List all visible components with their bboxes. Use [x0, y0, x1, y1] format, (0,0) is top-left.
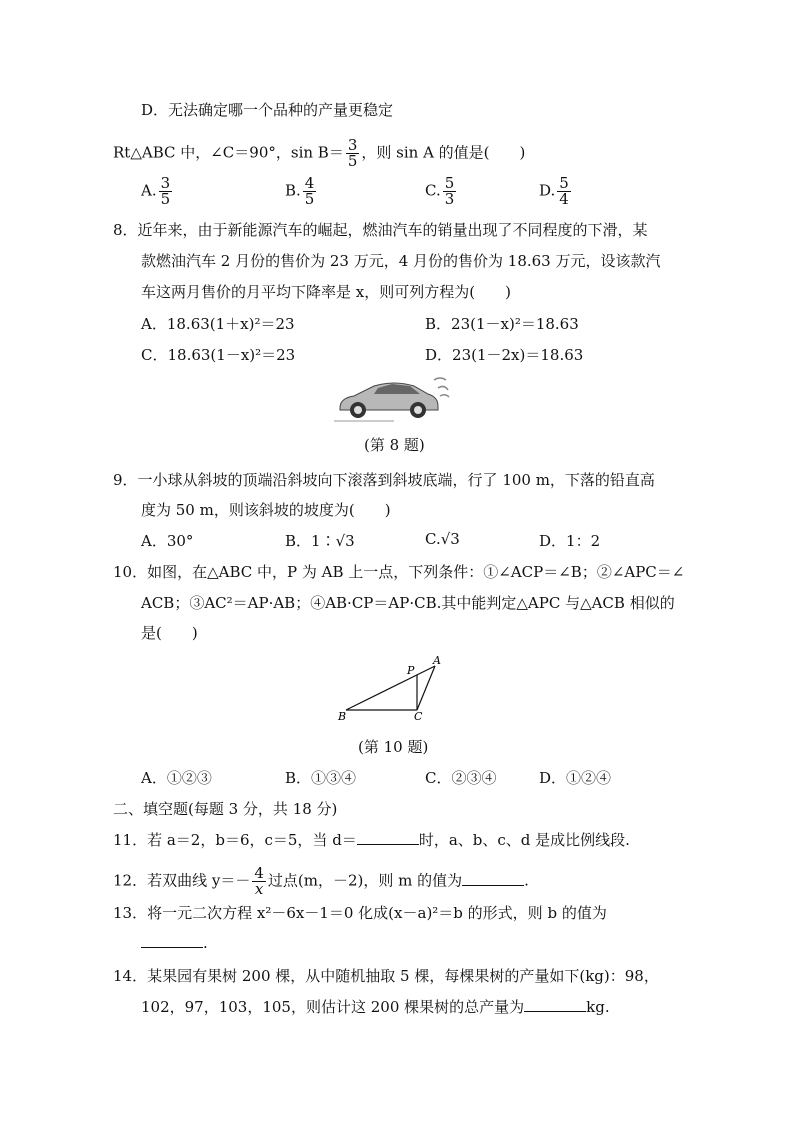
q13-line-2	[141, 933, 208, 953]
label-c: C	[414, 710, 423, 723]
q10-option-b: B．①③④	[285, 769, 357, 787]
q7-option-c-frac	[443, 176, 457, 207]
q11-text-a: 11．若 a＝2，b＝6，c＝5，当 d＝	[113, 831, 357, 849]
q7-option-d	[539, 176, 573, 207]
label-p: P	[407, 664, 415, 677]
label-a: A	[433, 654, 441, 667]
q7-c-den: 3	[444, 190, 455, 208]
q7-option-a-label: A.	[141, 181, 157, 200]
q14-answer-blank[interactable]	[524, 997, 586, 1012]
q9-option-a: A．30°	[141, 532, 194, 550]
q7-frac-den: 5	[347, 152, 358, 170]
q7-c-num: 5	[444, 174, 455, 192]
question-7	[113, 138, 525, 169]
q14-text-a: 102，97，103，105，则估计这 200 棵果树的总产量为	[141, 998, 525, 1016]
q12-answer-blank[interactable]	[462, 871, 524, 886]
segment-ca	[417, 666, 435, 710]
q7-option-a-frac	[159, 176, 173, 207]
q7-d-den: 4	[559, 190, 569, 208]
q13-line-1: 13．将一元二次方程 x²－6x－1＝0 化成(x－a)²＝b 的形式，则 b 的值为	[113, 904, 607, 922]
segment-ba	[346, 666, 435, 710]
q10-caption: (第 10 题)	[358, 738, 429, 756]
q7-a-den: 5	[160, 190, 171, 208]
q12-text-b: 过点(m，－2)，则 m 的值为	[267, 871, 463, 890]
q8-line-2: 款燃油汽车 2 月份的售价为 23 万元，4 月份的售价为 18.63 万元，设该款汽	[141, 252, 661, 270]
q13-end: .	[203, 934, 208, 952]
q8-option-c: C．18.63(1－x)²＝23	[141, 346, 296, 364]
q9-line-1: 9．一小球从斜坡的顶端沿斜坡向下滚落到斜坡底端，行了 100 m，下落的铅直高	[113, 471, 655, 489]
q8-option-b: B．23(1－x)²＝18.63	[425, 315, 579, 333]
q7-option-c-label: C.	[425, 181, 441, 200]
q10-option-c: C．②③④	[425, 769, 497, 787]
q7-option-d-label: D.	[539, 181, 556, 200]
q7-option-b-frac	[303, 176, 317, 207]
q10-triangle-diagram	[336, 652, 456, 724]
q8-option-d: D．23(1－2x)＝18.63	[425, 346, 584, 364]
q14-text-b: kg.	[586, 998, 610, 1016]
q13-answer-blank[interactable]	[141, 933, 203, 948]
q7-option-b	[285, 176, 318, 207]
q9-option-b: B．1∶√3	[285, 532, 355, 550]
q7-option-c	[425, 176, 458, 207]
q7-a-num: 3	[160, 174, 171, 192]
q7-option-a	[141, 176, 174, 207]
q8-line-3: 车这两月售价的月平均下降率是 x，则可列方程为( )	[141, 283, 511, 301]
q6-option-d: D．无法确定哪一个品种的产量更稳定	[141, 101, 394, 119]
q9-line-2: 度为 50 m，则该斜坡的坡度为( )	[141, 501, 391, 519]
q10-line-2: ACB；③AC²＝AP·AB；④AB·CP＝AP·CB.其中能判定△APC 与△ACB 相似的	[141, 594, 675, 612]
q9-option-d: D．1：2	[539, 532, 601, 550]
q11-text-b: 时，a、b、c、d 是成比例线段.	[418, 831, 630, 849]
q14-line-2	[141, 997, 610, 1017]
question-12	[113, 866, 529, 897]
q8-line-1: 8．近年来，由于新能源汽车的崛起，燃油汽车的销量出现了不同程度的下滑，某	[113, 221, 648, 239]
q7-fraction	[346, 138, 360, 169]
q12-fraction	[252, 866, 266, 897]
section-2-heading: 二、填空题(每题 3 分，共 18 分)	[113, 800, 338, 818]
q7-frac-num: 3	[347, 136, 358, 154]
q10-option-d: D．①②④	[539, 769, 612, 787]
q10-option-a: A．①②③	[141, 769, 212, 787]
q7-option-b-label: B.	[285, 181, 301, 200]
q7-stem-b: ，则 sin A 的值是( )	[361, 143, 526, 162]
q7-b-num: 4	[304, 174, 315, 192]
q12-frac-num: 4	[254, 864, 264, 882]
q12-text-a: 12．若双曲线 y＝－	[113, 871, 251, 890]
q7-stem-a: Rt△ABC 中，∠C＝90°，sin B＝	[113, 143, 344, 162]
car-illustration	[334, 372, 454, 424]
q14-line-1: 14．某果园有果树 200 棵，从中随机抽取 5 棵，每棵果树的产量如下(kg)：98，	[113, 967, 659, 985]
q11-answer-blank[interactable]	[357, 830, 419, 845]
label-b: B	[338, 710, 347, 723]
q7-option-d-frac	[557, 176, 571, 207]
q10-line-1: 10．如图，在△ABC 中，P 为 AB 上一点，下列条件：①∠ACP＝∠B；②∠APC＝∠	[113, 563, 685, 581]
q12-text-c: .	[524, 871, 529, 890]
q7-d-num: 5	[559, 174, 569, 192]
question-11	[113, 830, 630, 850]
q8-caption: (第 8 题)	[364, 436, 425, 454]
q7-b-den: 5	[304, 190, 315, 208]
q8-option-a: A．18.63(1＋x)²＝23	[141, 315, 295, 333]
q10-line-3: 是( )	[141, 624, 198, 642]
q9-option-c: C.√3	[425, 530, 460, 548]
q12-frac-den: x	[254, 880, 264, 898]
